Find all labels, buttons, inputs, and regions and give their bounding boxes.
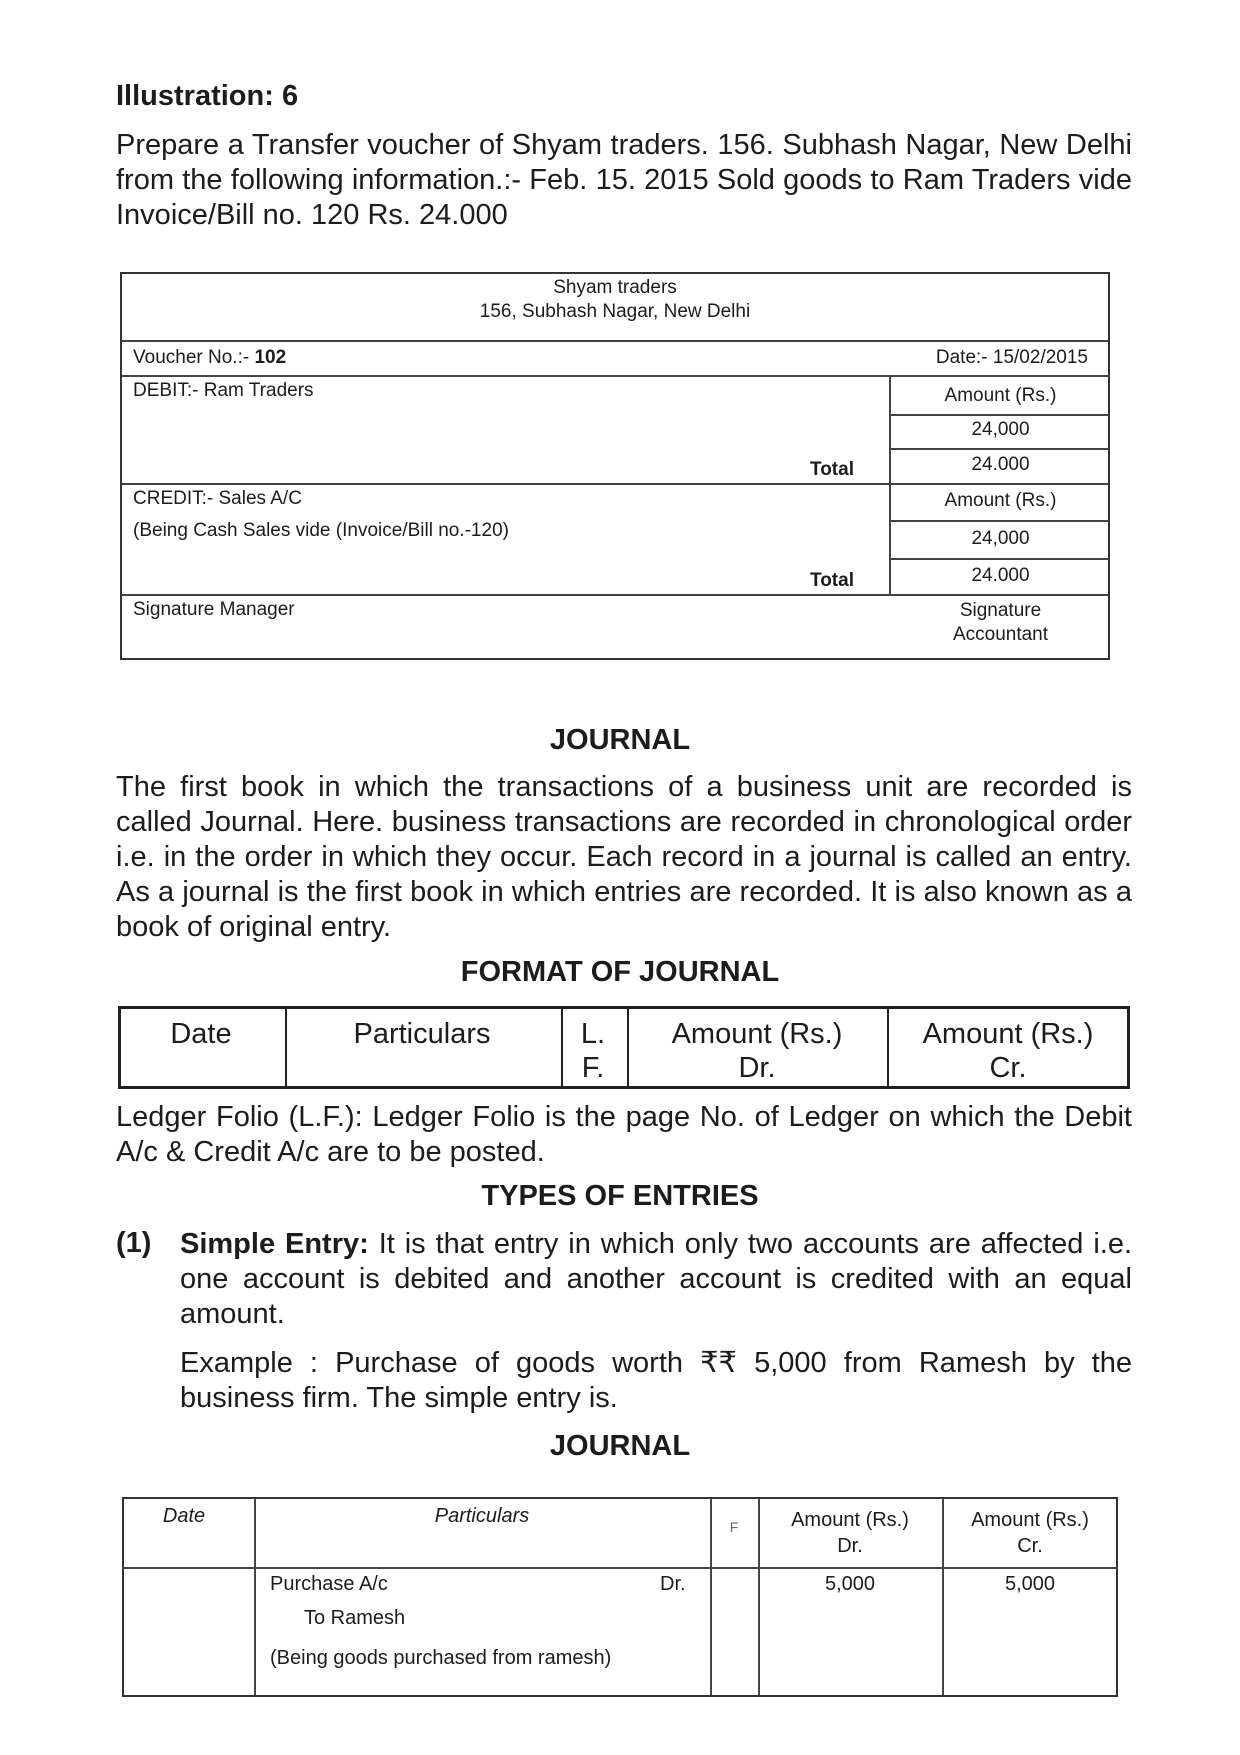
example-col-dr-2: Dr. — [837, 1535, 863, 1557]
voucher-credit-narration: (Being Cash Sales vide (Invoice/Bill no.-120) — [133, 520, 509, 541]
voucher-credit-amount: 24,000 — [971, 528, 1030, 549]
format-col-dr-1: Amount (Rs.) — [671, 1018, 843, 1050]
voucher-credit-total: 24.000 — [971, 565, 1030, 586]
example-col-particulars: Particulars — [434, 1505, 530, 1527]
example-cr-amount: 5,000 — [1004, 1573, 1056, 1595]
format-col-dr-2: Dr. — [738, 1052, 776, 1084]
format-col-cr-1: Amount (Rs.) — [922, 1018, 1094, 1050]
voucher-signature-manager: Signature Manager — [133, 599, 295, 620]
voucher-firm-name: Shyam traders — [553, 277, 677, 298]
journal-heading-2: JOURNAL — [549, 1430, 691, 1462]
format-col-date: Date — [170, 1018, 232, 1050]
voucher-debit-account: DEBIT:- Ram Traders — [133, 380, 314, 401]
example-entry-debit: Purchase A/c — [270, 1573, 388, 1595]
types-heading: TYPES OF ENTRIES — [481, 1180, 759, 1212]
voucher-date: Date:- 15/02/2015 — [935, 347, 1088, 368]
simple-entry-example: Example : Purchase of goods worth ₹₹ 5,000 from Ramesh by the business firm. The simple entry is. — [180, 1347, 1132, 1414]
example-entry-dr: Dr. — [660, 1573, 686, 1595]
voucher-debit-total: 24.000 — [971, 454, 1030, 475]
voucher-signature-accountant-1: Signature — [959, 600, 1042, 621]
example-dr-amount: 5,000 — [824, 1573, 876, 1595]
ledger-folio-text: Ledger Folio (L.F.): Ledger Folio is the page No. of Ledger on which the Debit A/c & Credit A/c are to be posted. — [116, 1101, 1132, 1168]
example-entry-credit: To Ramesh — [304, 1607, 406, 1629]
voucher-debit-amount-header: Amount (Rs.) — [944, 385, 1057, 406]
intro-paragraph: Prepare a Transfer voucher of Shyam traders. 156. Subhash Nagar, New Delhi from the following information.:- Feb. 15. 2015 Sold goods to Ram Traders vide Invoice/Bill no. 120 Rs. 24.000 — [116, 129, 1132, 231]
simple-entry-number: (1) — [116, 1227, 152, 1259]
example-col-lf: F — [729, 1519, 739, 1535]
example-col-cr-2: Cr. — [1017, 1535, 1043, 1557]
voucher-credit-account: CREDIT:- Sales A/C — [133, 488, 302, 509]
voucher-number-value: 102 — [254, 347, 287, 368]
simple-entry-paragraph — [180, 1227, 1132, 1332]
voucher-firm-address: 156, Subhash Nagar, New Delhi — [479, 301, 751, 322]
example-entry-narration: (Being goods purchased from ramesh) — [270, 1647, 612, 1669]
transfer-voucher — [120, 272, 1110, 660]
voucher-number — [133, 347, 286, 369]
voucher-number-label: Voucher No.:- — [133, 347, 250, 368]
journal-format-table — [118, 1006, 1130, 1089]
voucher-debit-amount: 24,000 — [971, 419, 1030, 440]
voucher-signature-accountant-2: Accountant — [952, 624, 1049, 645]
journal-heading: JOURNAL — [549, 724, 691, 756]
journal-example-table — [122, 1497, 1118, 1697]
illustration-title: Illustration: 6 — [116, 80, 299, 112]
voucher-debit-total-label: Total — [810, 459, 854, 480]
format-heading: FORMAT OF JOURNAL — [460, 956, 780, 988]
voucher-credit-total-label: Total — [810, 570, 854, 591]
format-col-lf-2: F. — [581, 1052, 605, 1084]
format-col-particulars: Particulars — [353, 1018, 491, 1050]
simple-entry-text: It is that entry in which only two accounts are affected i.e. one account is debited and another account is credited with an equal amount. — [180, 1228, 1133, 1330]
format-col-cr-2: Cr. — [989, 1052, 1027, 1084]
journal-definition: The first book in which the transactions of a business unit are recorded is called Journal. Here. business transactions are recorded in chronological order i.e. in the order in which they occur. Each record in a journal is called an entry. As a journal is the first book in which entries are recorded. It is also known as a book of original entry. — [116, 771, 1132, 943]
example-col-dr-1: Amount (Rs.) — [791, 1509, 909, 1531]
example-col-cr-1: Amount (Rs.) — [971, 1509, 1089, 1531]
simple-entry-term: Simple Entry: — [180, 1228, 369, 1260]
voucher-credit-amount-header: Amount (Rs.) — [944, 490, 1057, 511]
format-col-lf-1: L. — [580, 1018, 606, 1050]
example-col-date: Date — [162, 1505, 206, 1527]
